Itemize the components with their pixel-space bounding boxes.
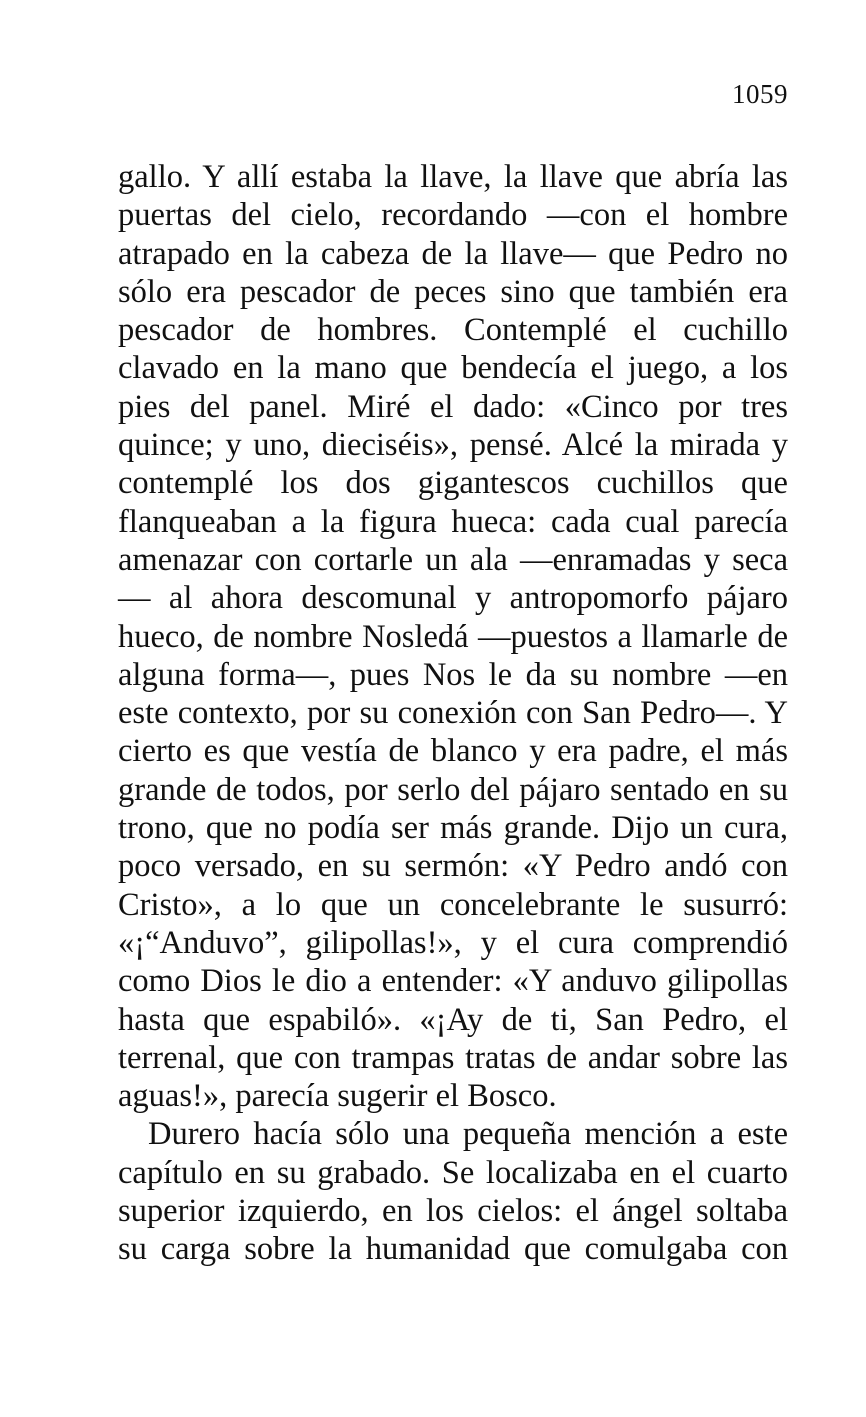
body-text: [118, 158, 788, 1269]
paragraph: Durero hacía sólo una pequeña mención a este capítulo en su grabado. Se localizaba en el cuarto superior izquierdo, en los cielos: el ángel soltaba su carga sobre la humanidad que comulgaba con: [118, 1116, 788, 1268]
paragraph: gallo. Y allí estaba la llave, la llave que abría las puertas del cielo, recordando —con el hombre atrapado en la cabeza de la llave— que Pedro no sólo era pescador de peces sino que también era pescador de hombres. Contemplé el cuchillo clavado en la mano que bendecía el juego, a los pies del panel. Miré el dado: «Cinco por tres quince; y uno, dieciséis», pensé. Alcé la mirada y contemplé los dos gigantescos cuchillos que flanqueaban a la figura hueca: cada cual parecía amenazar con cortarle un ala —enramadas y seca— al ahora descomunal y antropomorfo pájaro hueco, de nombre Nosledá —puestos a llamarle de alguna forma—, pues Nos le da su nombre —en este contexto, por su conexión con San Pedro—. Y cierto es que vestía de blanco y era padre, el más grande de todos, por serlo del pájaro sentado en su trono, que no podía ser más grande. Dijo un cura, poco versado, en su sermón: «Y Pedro andó con Cristo», a lo que un concelebrante le susurró: «¡“Anduvo”, gilipollas!», y el cura comprendió como Dios le dio a entender: «Y anduvo gilipollas hasta que espabiló». «¡Ay de ti, San Pedro, el terrenal, que con trampas tratas de andar sobre las aguas!», parecía sugerir el Bosco.: [118, 159, 788, 1115]
page-number: 1059: [732, 79, 788, 109]
